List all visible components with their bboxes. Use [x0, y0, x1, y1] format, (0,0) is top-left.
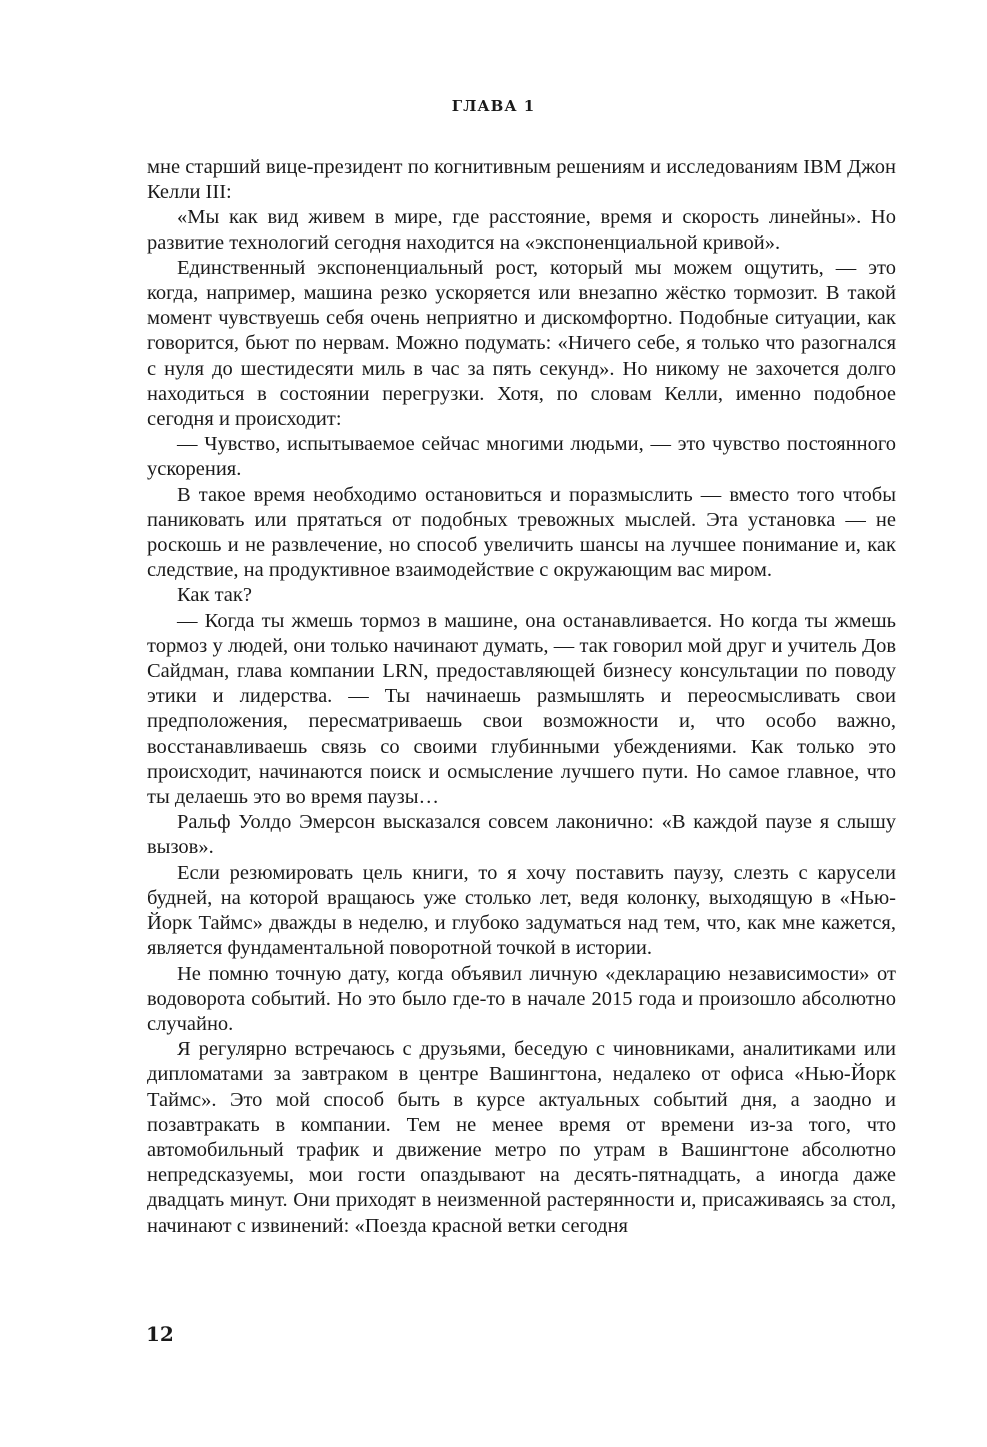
- paragraph: Единственный экспоненциальный рост, который мы можем ощутить, — это когда, например, машина резко ускоряется или внезапно жёстко тормозит. В такой момент чувствуешь себя очень неприятно и дискомфортно. Подобные ситуации, как говорится, бьют по нервам. Можно подумать: «Ничего себе, я только что разогнался с нуля до шестидесяти миль в час за пять секунд». Но никому не захочется долго находиться в состоянии перегрузки. Хотя, по словам Келли, именно подобное сегодня и происходит:: [147, 256, 896, 431]
- paragraph: Я регулярно встречаюсь с друзьями, беседую с чиновниками, аналитиками или дипломатами за завтраком в центре Вашингтона, недалеко от офиса «Нью-Йорк Таймс». Это мой способ быть в курсе актуальных событий дня, а заодно и позавтракать в компании. Тем не менее время от времени из-за того, что автомобильный трафик и движение метро по утрам в Вашингтоне абсолютно непредсказуемы, мои гости опаздывают на десять-пятнадцать, а иногда даже двадцать минут. Они приходят в неизменной растерянности и, присаживаясь за стол, начинают с извинений: «Поезда красной ветки сегодня: [147, 1038, 896, 1237]
- paragraph: Ральф Уолдо Эмерсон высказался совсем лаконично: «В каждой паузе я слышу вызов».: [147, 811, 896, 859]
- paragraph: мне старший вице-президент по когнитивным решениям и исследованиям IBM Джон Келли III:: [147, 156, 896, 204]
- paragraph: Если резюмировать цель книги, то я хочу поставить паузу, слезть с карусели будней, на которой вращаюсь уже столько лет, ведя колонку, выходящую в «Нью-Йорк Таймс» дважды в неделю, и глубоко задуматься над тем, что, как мне кажется, является фундаментальной поворотной точкой в истории.: [147, 861, 896, 960]
- paragraph: Не помню точную дату, когда объявил личную «декларацию независимости» от водоворота событий. Но это было где-то в начале 2015 года и произошло абсолютно случайно.: [147, 962, 896, 1035]
- running-header: ГЛАВА 1: [451, 97, 536, 115]
- paragraph: Как так?: [177, 584, 252, 607]
- paragraph: — Когда ты жмешь тормоз в машине, она останавливается. Но когда ты жмешь тормоз у людей, они только начинают думать, — так говорил мой друг и учитель Дов Сайдман, глава компании LRN, предоставляющей бизнесу консультации по поводу этики и лидерства. — Ты начинаешь размышлять и переосмысливать свои предположения, пересматриваешь свои возможности и, что особо важно, восстанавливаешь связь со своими глубинными убеждениями. Как только это происходит, начинаются поиск и осмысление лучшего пути. Но самое главное, что ты делаешь это во время паузы…: [147, 609, 896, 809]
- body-text: [147, 155, 896, 1239]
- paragraph: В такое время необходимо остановиться и поразмыслить — вместо того чтобы паниковать или прятаться от подобных тревожных мыслей. Эта установка — не роскошь и не развлечение, но способ увеличить шансы на лучшее понимание и, как следствие, на продуктивное взаимодействие с окружающим вас миром.: [147, 483, 896, 582]
- page-number: 12: [146, 1322, 174, 1346]
- paragraph: «Мы как вид живем в мире, где расстояние, время и скорость линейны». Но развитие технологий сегодня находится на «экспоненциальной кривой».: [147, 206, 896, 254]
- paragraph: — Чувство, испытываемое сейчас многими людьми, — это чувство постоянного ускорения.: [147, 433, 896, 481]
